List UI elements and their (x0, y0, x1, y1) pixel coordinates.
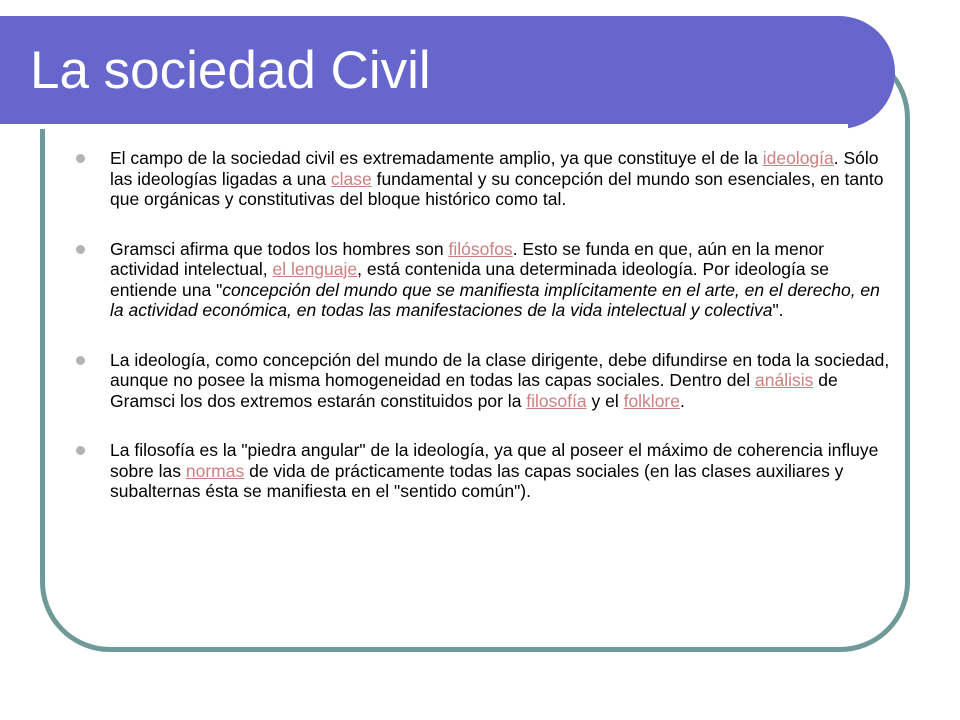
bullet-dot-icon (76, 245, 85, 254)
bullet-text: . (680, 390, 685, 411)
link-folklore[interactable]: folklore (623, 390, 680, 411)
bullet-text: . Esto se funda en que, aún en la menor actividad intelectual, (110, 238, 825, 279)
slide-title: La sociedad Civil (30, 41, 431, 100)
bullet-text: La ideología, como concepción del mundo de la clase dirigente, debe difundirse en toda la sociedad, aunque no posee la misma homogeneidad en todas las capas sociales. Dentro del (110, 349, 890, 390)
link-filosofia[interactable]: filosofía (526, 390, 587, 411)
bullet-list (110, 148, 890, 531)
link-clase[interactable]: clase (330, 168, 372, 189)
bullet-text: ". (772, 300, 784, 320)
link-ideologia[interactable]: ideología (762, 148, 834, 168)
bullet-item-3 (110, 350, 890, 412)
bullet-text: fundamental y su concepción del mundo son esenciales, en tanto que orgánicas y constitutivas del bloque histórico como tal. (110, 168, 884, 209)
bullet-dot-icon (76, 446, 85, 455)
bullet-text: , está contenida una determinada ideología. Por ideología se entiende una " (110, 259, 829, 300)
title-underline (0, 124, 848, 129)
bullet-text: La filosofía es la "piedra angular" de la ideología, ya que al poseer el máximo de coherencia influye sobre las (110, 440, 879, 481)
bullet-item-4 (110, 440, 890, 502)
bullet-item-1 (110, 148, 890, 210)
bullet-item-2 (110, 239, 890, 321)
link-el-lenguaje[interactable]: el lenguaje (272, 259, 358, 279)
bullet-text: y el (586, 390, 624, 411)
link-filosofos[interactable]: filósofos (448, 238, 513, 259)
bullet-italic-quote: concepción del mundo que se manifiesta implícitamente en el arte, en el derecho, en la actividad económica, en todas las manifestaciones de la vida intelectual y colectiva (110, 279, 880, 320)
link-analisis[interactable]: análisis (755, 370, 814, 390)
link-normas[interactable]: normas (185, 460, 245, 481)
bullet-text: de vida de prácticamente todas las capas sociales (en las clases auxiliares y subalternas ésta se manifiesta en el "sentido común"). (110, 460, 844, 501)
bullet-text: . Sólo las ideologías ligadas a una (110, 148, 879, 189)
bullet-dot-icon (76, 154, 85, 163)
bullet-text: Gramsci afirma que todos los hombres son (110, 238, 449, 259)
bullet-dot-icon (76, 356, 85, 365)
bullet-text: de Gramsci los dos extremos estarán constituidos por la (110, 370, 838, 411)
bullet-text: El campo de la sociedad civil es extremadamente amplio, ya que constituye el de la (110, 148, 763, 168)
